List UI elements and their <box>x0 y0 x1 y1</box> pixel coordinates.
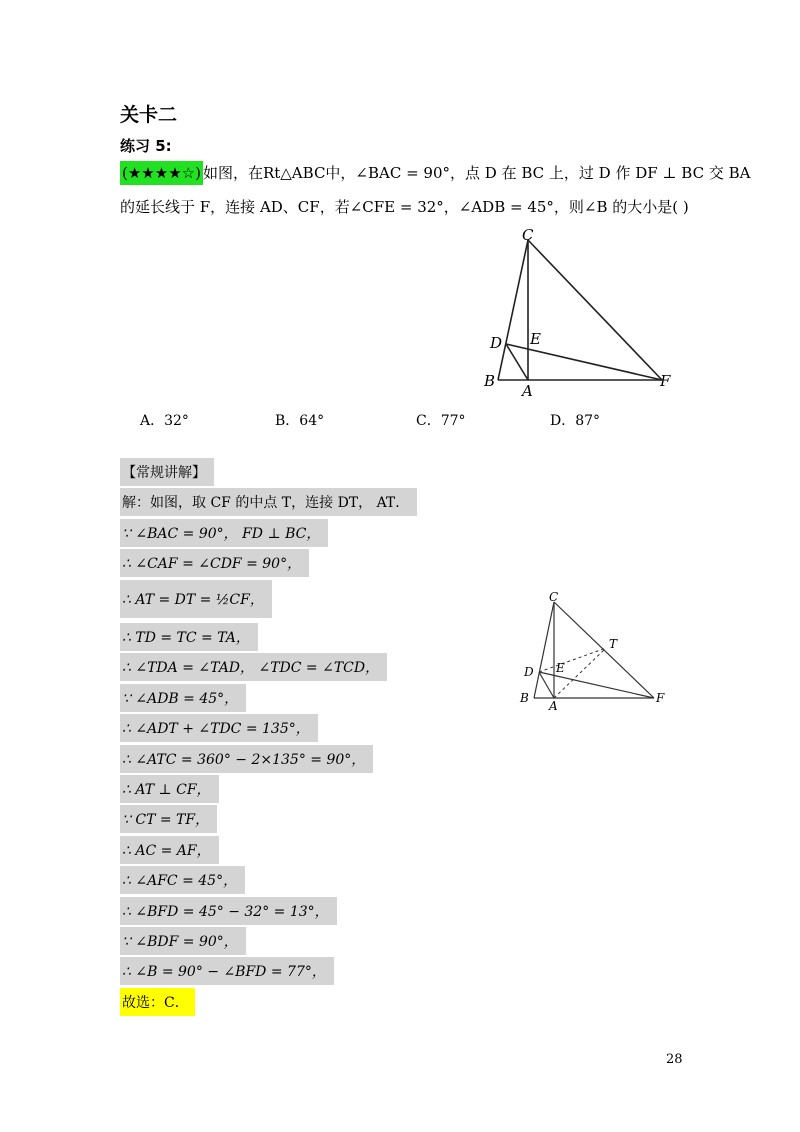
label-a: A <box>522 382 533 400</box>
option-d: D．87° <box>550 413 601 429</box>
question-line-2: 的延长线于 F，连接 AD、CF，若∠CFE = 32°，∠ADB = 45°，则∠B 的大小是( ) <box>120 198 689 216</box>
solution-figure <box>514 588 674 712</box>
label-d: D <box>524 665 534 679</box>
question-text-1: 如图，在Rt△ABC中，∠BAC = 90°，点 D 在 BC 上，过 D 作 DF ⊥ BC 交 BA <box>202 164 751 182</box>
label-c: C <box>522 226 534 244</box>
solution-step: ∵ CT = TF， <box>120 805 217 833</box>
option-c: C．77° <box>416 413 466 429</box>
label-c: C <box>549 590 559 604</box>
solution-heading: 【常规讲解】 <box>120 458 214 486</box>
solution-step: ∴ AT = DT = ½CF， <box>120 580 272 618</box>
solution-step: ∴ ∠ATC = 360° − 2×135° = 90°， <box>120 745 373 773</box>
section-title: 关卡二 <box>120 104 178 126</box>
label-t: T <box>609 637 618 651</box>
label-e: E <box>556 661 565 675</box>
solution-step: ∴ ∠AFC = 45°， <box>120 866 245 894</box>
solution-step: ∴ ∠ADT + ∠TDC = 135°， <box>120 714 318 742</box>
solution-step: ∴ ∠B = 90° − ∠BFD = 77°， <box>120 957 334 985</box>
solution-step: ∴ AT ⊥ CF， <box>120 775 219 803</box>
difficulty-stars: (★★★★☆) <box>120 161 203 185</box>
solution-step: ∵ ∠ADB = 45°， <box>120 684 246 712</box>
exercise-label: 练习 5: <box>120 137 172 155</box>
label-e: E <box>530 330 541 348</box>
label-f: F <box>656 691 665 705</box>
option-b: B．64° <box>275 413 325 429</box>
question-line-1 <box>120 162 750 183</box>
solution-intro: 解：如图，取 CF 的中点 T，连接 DT， AT． <box>120 488 417 516</box>
solution-step: ∵ ∠BAC = 90°， FD ⊥ BC， <box>120 519 328 547</box>
triangle-figure <box>478 226 678 402</box>
option-a: A．32° <box>140 413 189 429</box>
solution-step: ∴ ∠TDA = ∠TAD， ∠TDC = ∠TCD， <box>120 653 387 681</box>
label-f: F <box>660 372 671 390</box>
answer: 故选：C． <box>120 988 195 1016</box>
solution-step: ∴ ∠BFD = 45° − 32° = 13°， <box>120 897 337 925</box>
label-a: A <box>549 699 558 712</box>
page-number: 28 <box>666 1052 683 1067</box>
label-d: D <box>490 334 503 352</box>
solution-step: ∴ ∠CAF = ∠CDF = 90°， <box>120 549 309 577</box>
label-b: B <box>484 372 496 390</box>
label-b: B <box>520 691 529 705</box>
solution-step: ∵ ∠BDF = 90°， <box>120 927 246 955</box>
solution-step: ∴ AC = AF， <box>120 836 219 864</box>
solution-step: ∴ TD = TC = TA， <box>120 623 258 651</box>
